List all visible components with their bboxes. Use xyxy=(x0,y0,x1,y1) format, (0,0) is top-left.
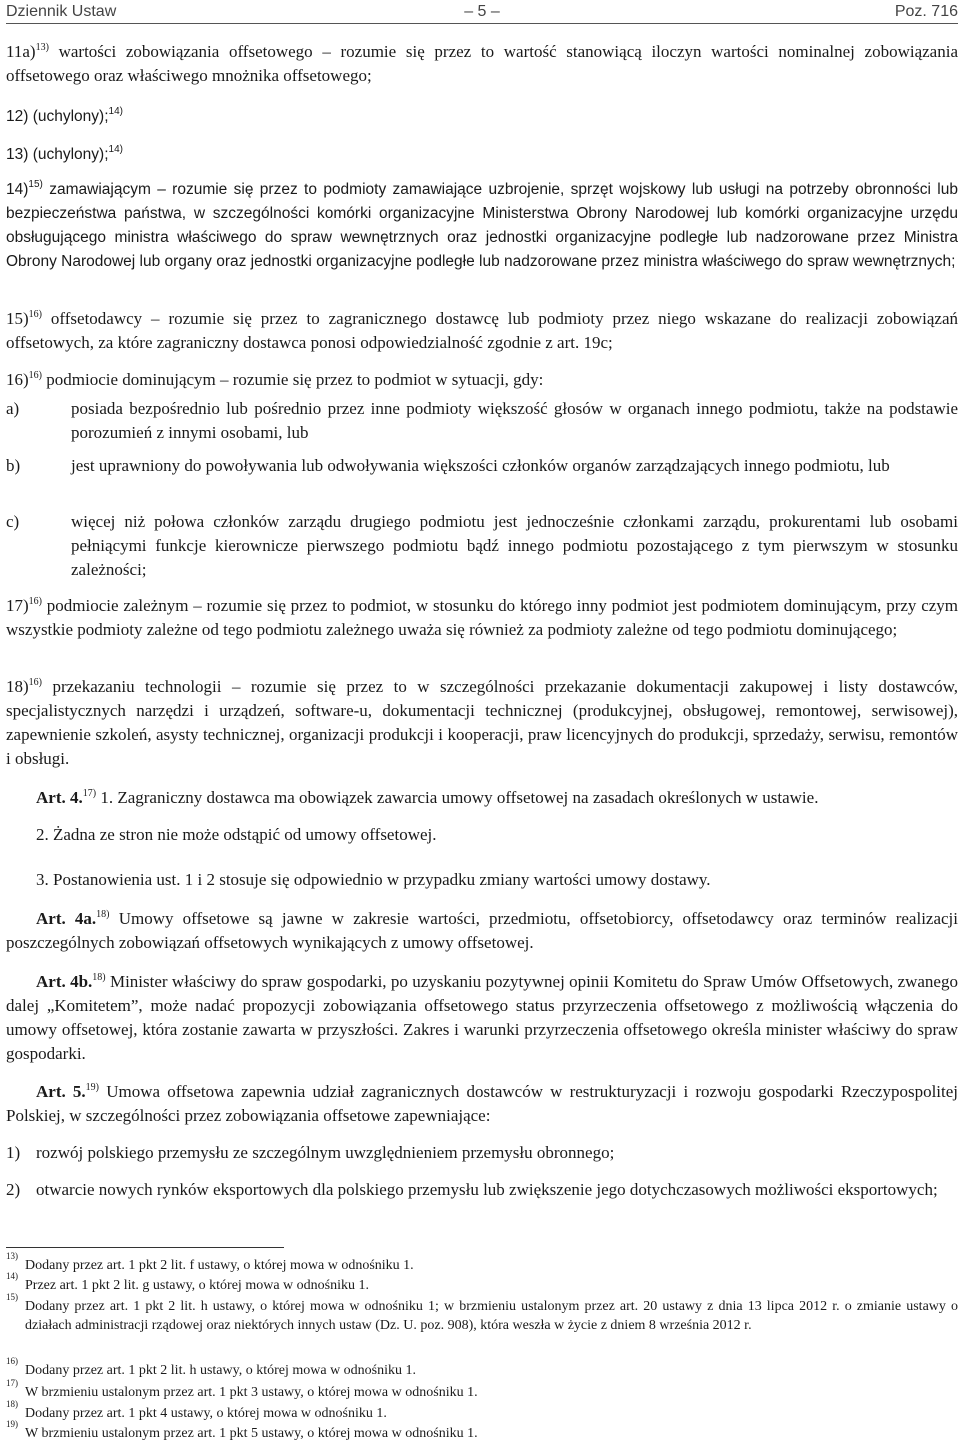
article-title: Art. 4. xyxy=(36,788,83,807)
item-text: zamawiającym – rozumie się przez to podmioty zamawiające uzbrojenie, sprzęt wojskowy lub usługi na potrzeby obronności lub bezpieczeństwa państwa, w szczególności komórki organizacyjne Ministerstwa Obrony Narodowej lub komórki organizacyjne urzędu obsługującego ministra właściwego do spraw wewnętrznych oraz jednostki organizacyjne podległe lub nadzorowane przez Ministra Obrony Narodowej lub organy oraz jednostki organizacyjne podległe lub nadzorowane przez ministra właściwego do spraw wewnętrznych; xyxy=(6,181,958,270)
list-label: 2) xyxy=(6,1180,21,1199)
art-4-par-2 xyxy=(6,823,958,847)
footnote-text: Dodany przez art. 1 pkt 2 lit. f ustawy, o której mowa w odnośniku 1. xyxy=(25,1258,414,1273)
journal-name: Dziennik Ustaw xyxy=(6,3,117,20)
item-number: 13) (uchylony); xyxy=(6,146,109,163)
page-number: – 5 – xyxy=(464,3,500,20)
position-number: Poz. 716 xyxy=(894,3,958,20)
footnote-ref: 18) xyxy=(96,909,110,920)
item-12 xyxy=(6,105,958,129)
item-16 xyxy=(6,368,958,392)
footnote-ref: 16) xyxy=(28,309,43,320)
paragraph-text: 1. Zagraniczny dostawca ma obowiązek zawarcia umowy offsetowej na zasadach określonych w ustawie. xyxy=(100,788,819,807)
art-4b xyxy=(6,970,958,1066)
footnote-ref: 19) xyxy=(85,1082,100,1093)
item-number: 11a) xyxy=(6,42,36,61)
paragraph-text: 2. Żadna ze stron nie może odstąpić od umowy offsetowej. xyxy=(36,825,437,844)
footnote-text: Dodany przez art. 1 pkt 2 lit. h ustawy, o której mowa w odnośniku 1; w brzmieniu ustalonym przez art. 20 ustawy z dnia 13 lipca 2012 r. o zmianie ustawy o działach administracji rządowej oraz niektórych innych ustaw (Dz. U. poz. 908), która weszła w życie z dniem 8 września 2012 r. xyxy=(25,1299,958,1333)
footnote-text: W brzmieniu ustalonym przez art. 1 pkt 3 ustawy, o której mowa w odnośniku 1. xyxy=(25,1385,478,1400)
item-text: wartości zobowiązania offsetowego – rozumie się przez to wartość stanowiącą iloczyn wartości nominalnej zobowiązania offsetowego oraz właściwego mnożnika offsetowego; xyxy=(6,42,958,85)
footnote-text: Przez art. 1 pkt 2 lit. g ustawy, o której mowa w odnośniku 1. xyxy=(25,1278,369,1293)
item-number: 12) (uchylony); xyxy=(6,108,109,125)
paragraph-text: Minister właściwy do spraw gospodarki, po uzyskaniu pozytywnej opinii Komitetu do Spraw Umów Offsetowych, zwanego dalej „Komitetem”, może nadać propozycji zobowiązania offsetowego status przyrzeczenia offsetowego z możliwością włączenia do umowy offsetowej, która zostanie zawarta w przyszłości. Zakres i warunki przyrzeczenia offsetowego określa minister właściwy do spraw gospodarki. xyxy=(6,972,958,1063)
footnote-rule xyxy=(6,1247,284,1248)
list-label: 1) xyxy=(6,1143,21,1162)
footnote-ref: 17) xyxy=(82,788,97,799)
paragraph-text: Umowa offsetowa zapewnia udział zagranicznych dostawców w restrukturyzacji i rozwoju gospodarki Rzeczypospolitej Polskiej, w szczególności przez zobowiązania offsetowe zapewniające: xyxy=(6,1082,959,1125)
item-18 xyxy=(6,675,958,771)
item-number: 15) xyxy=(6,309,29,328)
item-13 xyxy=(6,143,958,167)
footnote-ref: 15) xyxy=(28,179,43,190)
item-text: podmiocie zależnym – rozumie się przez to podmiot, w stosunku do którego inny podmiot jest podmiotem dominującym, przy czym wszystkie podmioty zależne od tego podmiotu zależnego uważa się również za podmioty zależne od tego podmiotu dominującego; xyxy=(6,596,959,639)
item-number: 18) xyxy=(6,677,29,696)
page-header xyxy=(6,0,958,24)
item-number: 14) xyxy=(6,181,29,198)
footnote-ref: 13) xyxy=(35,42,49,53)
art-4-par-1 xyxy=(6,786,958,810)
item-text: offsetodawcy – rozumie się przez to zagranicznego dostawcę lub podmioty przez niego wskazane do realizacji zobowiązań offsetowych, za które zagraniczny dostawca ponosi odpowiedzialność zgodnie z art. 19c; xyxy=(6,309,958,352)
sub-label: c) xyxy=(6,512,20,531)
item-number: 16) xyxy=(6,370,29,389)
footnote-text: W brzmieniu ustalonym przez art. 1 pkt 5 ustawy, o której mowa w odnośniku 1. xyxy=(25,1426,478,1441)
item-15 xyxy=(6,307,958,355)
item-text: podmiocie dominującym – rozumie się przez to podmiot w sytuacji, gdy: xyxy=(46,370,544,389)
article-title: Art. 4b. xyxy=(36,972,93,991)
art-5 xyxy=(6,1080,958,1128)
footnote-text: Dodany przez art. 1 pkt 4 ustawy, o której mowa w odnośniku 1. xyxy=(25,1406,387,1421)
footnote-ref: 14) xyxy=(108,144,123,155)
header-rule xyxy=(6,23,958,24)
sub-text: posiada bezpośrednio lub pośrednio przez inne podmioty większość głosów w organach innego podmiotu, także na podstawie porozumień z innymi osobami, lub xyxy=(71,399,958,442)
footnote-ref: 16) xyxy=(28,596,43,607)
item-number: 17) xyxy=(6,596,29,615)
footnote-ref: 14) xyxy=(108,106,123,117)
footnote-text: Dodany przez art. 1 pkt 2 lit. h ustawy, o której mowa w odnośniku 1. xyxy=(25,1363,417,1378)
sub-label: b) xyxy=(6,456,21,475)
sub-label: a) xyxy=(6,399,20,418)
list-text: rozwój polskiego przemysłu ze szczególnym uwzględnieniem przemysłu obronnego; xyxy=(36,1143,615,1162)
paragraph-text: Umowy offsetowe są jawne w zakresie wartości, przedmiotu, offsetobiorcy, offsetodawcy oraz terminów realizacji poszczególnych zobowiązań offsetowych wynikających z umowy offsetowej. xyxy=(6,909,959,952)
paragraph-text: 3. Postanowienia ust. 1 i 2 stosuje się odpowiednio w przypadku zmiany wartości umowy dostawy. xyxy=(36,870,711,889)
article-title: Art. 5. xyxy=(36,1082,86,1101)
sub-text: jest uprawniony do powoływania lub odwoływania większości członków organów zarządzających innego podmiotu, lub xyxy=(71,456,890,475)
footnote-ref: 18) xyxy=(92,972,106,983)
sub-text: więcej niż połowa członków zarządu drugiego podmiotu jest jednocześnie członkami zarządu, prokurentami lub osobami pełniącymi funkcje kierownicze pierwszego podmiotu bądź innego podmiotu pozostającego z tym pierwszym w stosunku zależności; xyxy=(71,512,958,579)
art-4a xyxy=(6,907,958,955)
item-17 xyxy=(6,594,958,642)
article-title: Art. 4a. xyxy=(36,909,97,928)
item-11a xyxy=(6,40,958,88)
art-4-par-3 xyxy=(6,868,958,892)
item-14 xyxy=(6,178,958,274)
item-text: przekazaniu technologii – rozumie się przez to w szczególności przekazanie dokumentacji zakupowej i listy dostawców, specjalistycznych narzędzi i urządzeń, software-u, dokumentacji technicznej (produkcyjnej, obsługowej, remontowej, serwisowej), zapewnienie szkoleń, asysty technicznej, organizacji produkcji i kooperacji, praw licencyjnych do produkcji, sprzedaży, serwisu, remontów i obsługi. xyxy=(6,677,959,768)
footnote-ref: 16) xyxy=(28,370,43,381)
footnote-ref: 16) xyxy=(28,677,43,688)
list-text: otwarcie nowych rynków eksportowych dla polskiego przemysłu lub zwiększenie jego dotychczasowych możliwości eksportowych; xyxy=(36,1180,938,1199)
